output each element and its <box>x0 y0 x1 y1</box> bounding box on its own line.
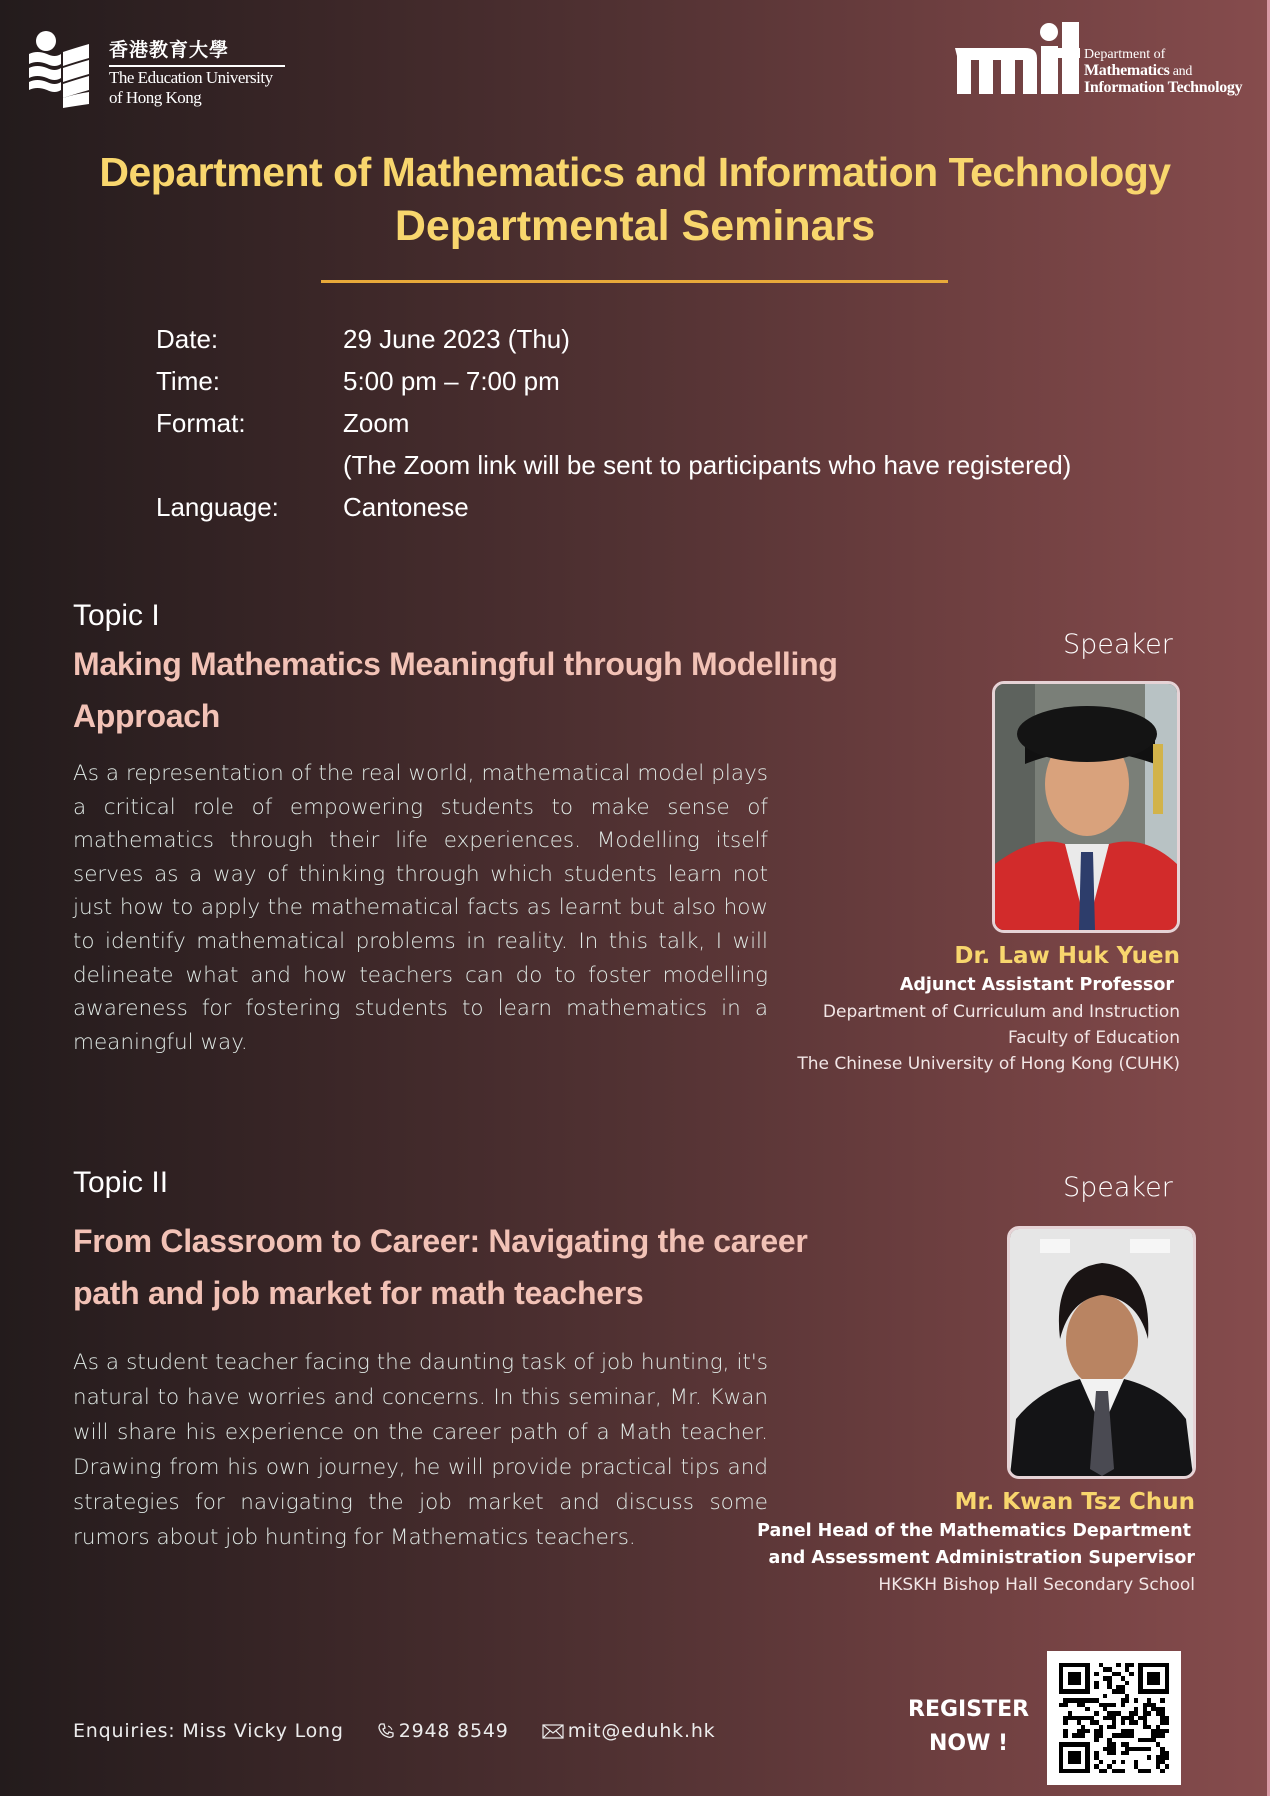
topic-1-description: As a representation of the real world, mathematical model plays a critical role of empowering students to make sense of mathematics through their life experiences. Modelling itself serves as a way of thinking through which students learn not just how to apply the mathematical facts as learnt but also how to identify mathematical problems in reality. In this talk, I will delineate what and how teachers can do to foster modelling awareness for fostering students to learn mathematics in a meaningful way. <box>73 761 768 1055</box>
topic-2-speaker-heading: Speaker <box>1063 1172 1173 1203</box>
speaker-name: Mr. Kwan Tsz Chun <box>954 1489 1195 1515</box>
detail-row-format-note <box>156 444 1071 486</box>
detail-value: (The Zoom link will be sent to participants who have registered) <box>343 449 1072 480</box>
detail-row-format <box>156 402 1071 444</box>
detail-label: Language: <box>156 491 279 522</box>
topic-title-line1: Making Mathematics Meaningful through Modelling <box>73 646 838 682</box>
mit-logo-line3: Information Technology <box>1084 79 1243 96</box>
speaker-role: Adjunct Assistant Professor <box>899 975 1174 995</box>
speaker-affiliation: Department of Curriculum and Instruction <box>822 1002 1180 1022</box>
mit-logo-line2-and: and <box>1169 64 1193 79</box>
detail-value: Zoom <box>343 407 410 438</box>
mit-logo-line1: Department of <box>1084 47 1166 62</box>
detail-row-language <box>156 486 1071 528</box>
register-line1: REGISTER <box>908 1697 1030 1722</box>
eduhk-name-english-1: The Education University <box>109 68 273 87</box>
page-title <box>0 145 1270 253</box>
eduhk-emblem-icon <box>27 28 97 108</box>
topic-title-line2: Approach <box>73 698 220 734</box>
detail-label: Time: <box>156 365 221 396</box>
mail-icon <box>542 1722 564 1740</box>
speaker-role: and Assessment Administration Supervisor <box>768 1548 1195 1568</box>
phone-number[interactable]: 2948 8549 <box>398 1720 509 1742</box>
phone-icon <box>377 1722 395 1740</box>
title-department: Department of Mathematics and Information Technology <box>99 149 1171 195</box>
detail-label: Format: <box>156 407 246 438</box>
speaker-affiliation: HKSKH Bishop Hall Secondary School <box>878 1575 1195 1595</box>
detail-label: Date: <box>156 323 219 354</box>
speaker-2-photo <box>1007 1226 1196 1479</box>
topic-2-description: As a student teacher facing the daunting task of job hunting, it's natural to have worries and concerns. In this seminar, Mr. Kwan will share his experience on the career path of a Math teacher. Drawing from his own journey, he will provide practical tips and strategies for navigating the job market and discuss some rumors about job hunting for Mathematics teachers. <box>73 1350 768 1550</box>
detail-value: 29 June 2023 (Thu) <box>343 323 570 354</box>
mit-mark-icon <box>955 22 1080 94</box>
register-line2: NOW ! <box>928 1731 1009 1756</box>
qr-code-icon <box>1059 1663 1169 1773</box>
contact-footer <box>73 1720 715 1742</box>
speaker-1-portrait-icon <box>995 684 1177 930</box>
detail-row-time <box>156 360 1071 402</box>
mit-logo-line2: Mathematics <box>1084 62 1170 79</box>
speaker-1-photo <box>992 681 1180 933</box>
speaker-1-info <box>797 940 1180 1077</box>
topic-title-line2: path and job market for math teachers <box>73 1275 644 1311</box>
detail-value: Cantonese <box>343 491 469 522</box>
enquiries-contact: Enquiries: Miss Vicky Long <box>73 1720 344 1742</box>
event-details <box>156 318 1071 528</box>
speaker-affiliation: Faculty of Education <box>1007 1028 1180 1048</box>
eduhk-logo <box>27 28 285 108</box>
detail-row-date <box>156 318 1071 360</box>
email-address[interactable]: mit@eduhk.hk <box>567 1720 716 1742</box>
mit-department-logo <box>955 22 1242 94</box>
eduhk-name-chinese: 香港教育大學 <box>109 40 285 67</box>
speaker-name: Dr. Law Huk Yuen <box>954 943 1180 969</box>
registration-qr-code[interactable] <box>1047 1651 1181 1785</box>
eduhk-name-english-2: of Hong Kong <box>109 88 202 107</box>
speaker-2-portrait-icon <box>1010 1229 1193 1476</box>
title-seminars: Departmental Seminars <box>394 202 876 250</box>
detail-value: 5:00 pm – 7:00 pm <box>343 365 560 396</box>
title-divider <box>321 280 948 283</box>
topic-title-line1: From Classroom to Career: Navigating the career <box>73 1223 808 1259</box>
register-now-label <box>908 1693 1029 1761</box>
speaker-role: Panel Head of the Mathematics Department <box>757 1521 1191 1541</box>
topic-label: Topic I <box>73 599 160 632</box>
topic-1-heading <box>73 596 838 742</box>
topic-2-heading <box>73 1163 808 1319</box>
topic-1-speaker-heading: Speaker <box>1063 629 1173 660</box>
topic-label: Topic II <box>73 1166 169 1199</box>
speaker-affiliation: The Chinese University of Hong Kong (CUHK) <box>797 1054 1180 1074</box>
speaker-2-info <box>757 1486 1195 1598</box>
